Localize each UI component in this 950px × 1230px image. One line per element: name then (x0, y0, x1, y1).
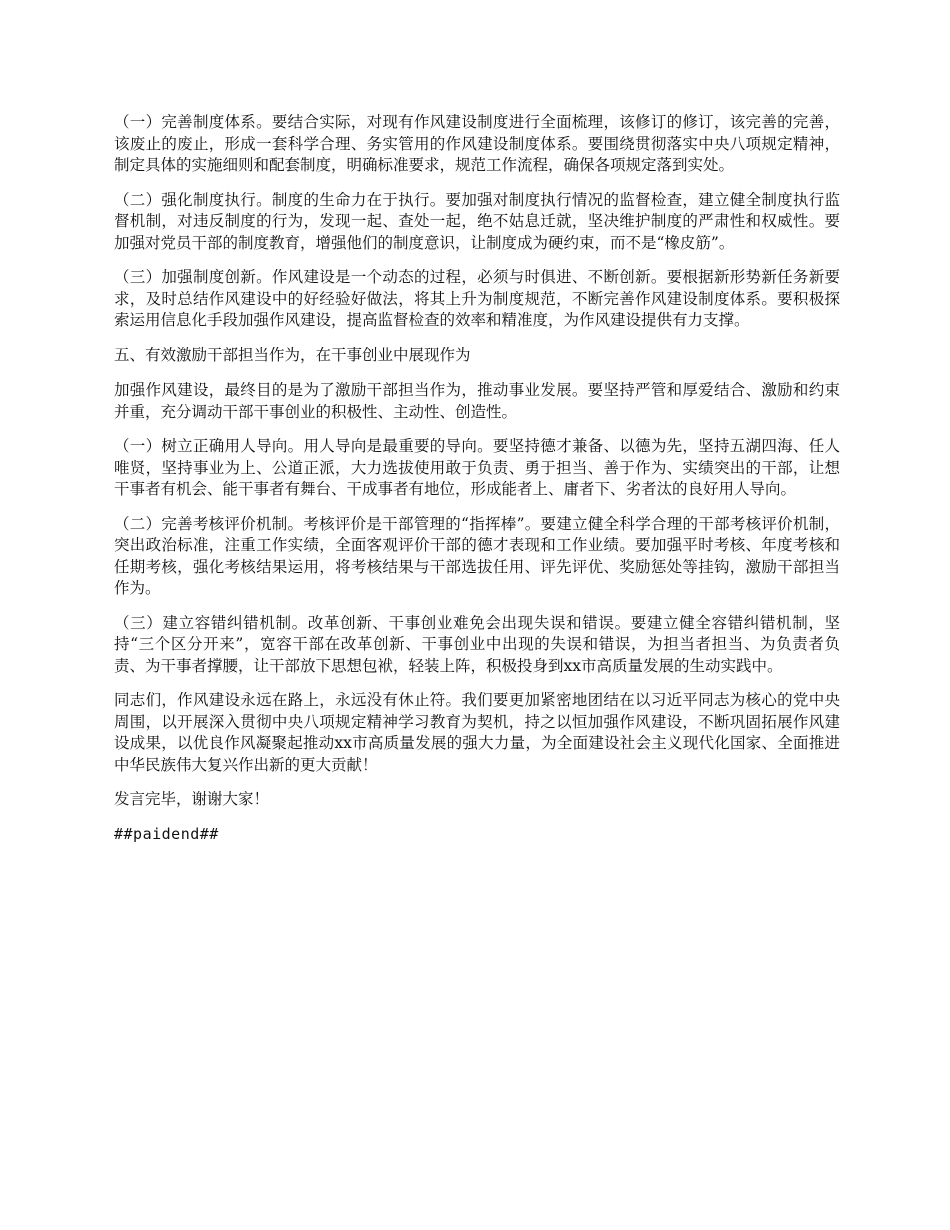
section-heading-five: 五、有效激励干部担当作为，在干事创业中展现作为 (114, 345, 471, 364)
paragraph-strengthen-execution: （二）强化制度执行。制度的生命力在于执行。要加强对制度执行情况的监督检查，建立健全制度执行监督机制，对违反制度的行为，发现一起、查处一起，绝不姑息迁就，坚决维护制度的严肃性和权威性。要加强对党员干部的制度教育，增强他们的制度意识，让制度成为硬约束，而不是“橡皮筋”。 (114, 190, 840, 252)
paragraph-closing-call: 同志们，作风建设永远在路上，永远没有休止符。我们要更加紧密地团结在以习近平同志为核心的党中央周围，以开展深入贯彻中央八项规定精神学习教育为契机，持之以恒加强作风建设，不断巩固拓展作风建设成果，以优良作风凝聚起推动xx市高质量发展的强大力量，为全面建设社会主义现代化国家、全面推进中华民族伟大复兴作出新的更大贡献！ (114, 691, 840, 774)
paragraph-assessment-mechanism: （二）完善考核评价机制。考核评价是干部管理的“指挥棒”。要建立健全科学合理的干部考核评价机制，突出政治标准，注重工作实绩，全面客观评价干部的德才表现和工作业绩。要加强平时考核、年度考核和任期考核，强化考核结果运用，将考核结果与干部选拔任用、评先评优、奖励惩处等挂钩，激励干部担当作为。 (114, 514, 840, 597)
paragraph-improve-system: （一）完善制度体系。要结合实际，对现有作风建设制度进行全面梳理，该修订的修订，该完善的完善，该废止的废止，形成一套科学合理、务实管用的作风建设制度体系。要围绕贯彻落实中央八项规定精神，制定具体的实施细则和配套制度，明确标准要求，规范工作流程，确保各项规定落到实处。 (114, 113, 840, 174)
paragraph-system-innovation: （三）加强制度创新。作风建设是一个动态的过程，必须与时俱进、不断创新。要根据新形势新任务新要求，及时总结作风建设中的好经验好做法，将其上升为制度规范，不断完善作风建设制度体系。要积极探索运用信息化手段加强作风建设，提高监督检查的效率和精准度，为作风建设提供有力支撑。 (114, 268, 840, 329)
end-marker: ##paidend## (114, 824, 219, 843)
paragraph-section-intro: 加强作风建设，最终目的是为了激励干部担当作为，推动事业发展。要坚持严管和厚爱结合、激励和约束并重，充分调动干部干事创业的积极性、主动性、创造性。 (114, 381, 840, 421)
paragraph-fault-tolerance: （三）建立容错纠错机制。改革创新、干事创业难免会出现失误和错误。要建立健全容错纠错机制，坚持“三个区分开来”，宽容干部在改革创新、干事创业中出现的失误和错误，为担当者担当、为负责者负责、为干事者撑腰，让干部放下思想包袱，轻装上阵，积极投身到xx市高质量发展的生动实践中。 (114, 613, 840, 675)
paragraph-employment-orientation: （一）树立正确用人导向。用人导向是最重要的导向。要坚持德才兼备、以德为先，坚持五湖四海、任人唯贤，坚持事业为上、公道正派，大力选拔使用敢于负责、勇于担当、善于作为、实绩突出的干部，让想干事者有机会、能干事者有舞台、干成事者有地位，形成能者上、庸者下、劣者汰的良好用人导向。 (114, 437, 840, 498)
paragraph-thanks: 发言完毕，谢谢大家！ (114, 790, 270, 808)
document-body (114, 112, 840, 858)
